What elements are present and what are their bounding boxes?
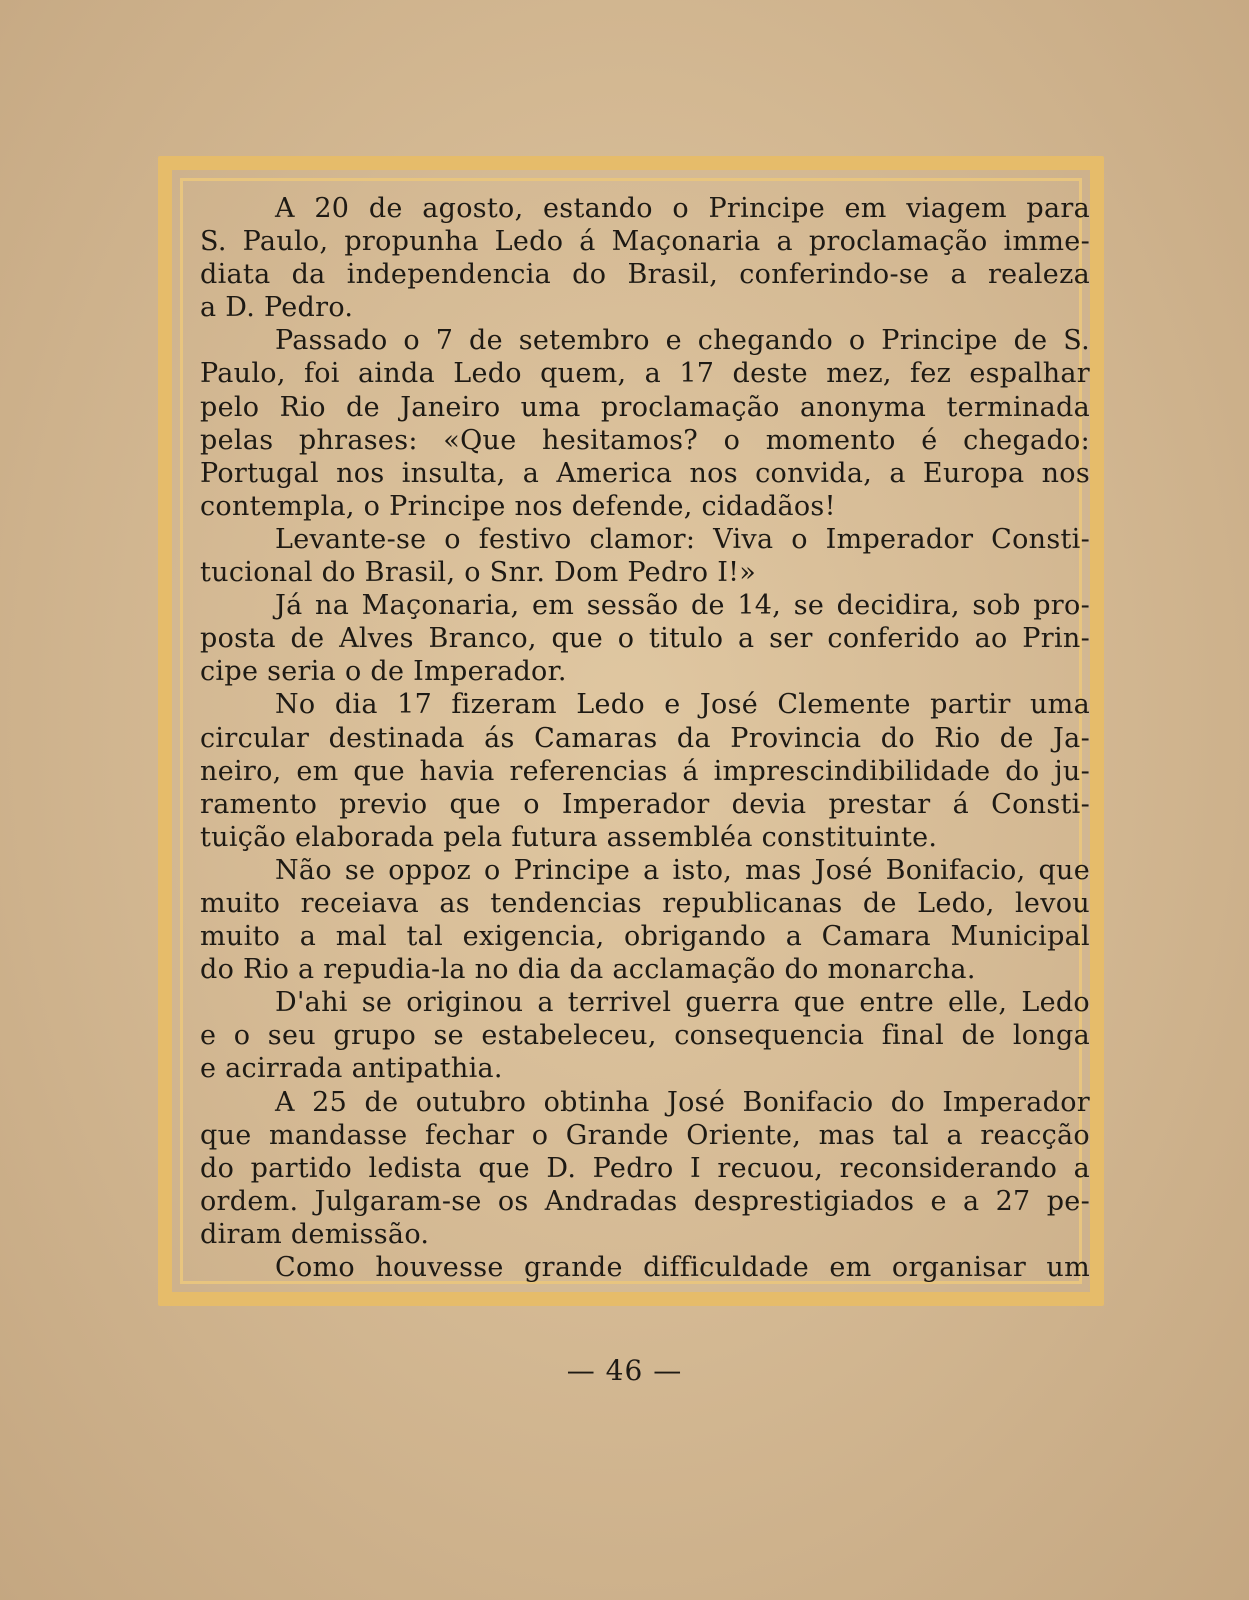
text-line: neiro, em que havia referencias á imprescindibilidade do ju- [200,755,1090,787]
text-line: pelo Rio de Janeiro uma proclamação anonyma terminada [200,391,1090,423]
text-line: do partido ledista que D. Pedro I recuou, reconsiderando a [200,1152,1090,1184]
text-line: Passado o 7 de setembro e chegando o Principe de S. [275,325,1090,357]
text-line: tucional do Brasil, o Snr. Dom Pedro I!» [200,557,757,589]
text-line: diram demissão. [200,1218,430,1250]
text-line: Paulo, foi ainda Ledo quem, a 17 deste mez, fez espalhar [200,358,1090,390]
text-line: muito a mal tal exigencia, obrigando a Camara Municipal [200,921,1090,953]
text-line: ramento previo que o Imperador devia prestar á Consti- [200,788,1090,820]
text-line: A 25 de outubro obtinha José Bonifacio do Imperador [275,1086,1090,1118]
text-line: contempla, o Principe nos defende, cidadãos! [200,490,836,522]
text-line: muito receiava as tendencias republicanas de Ledo, levou [200,887,1090,919]
text-line: Portugal nos insulta, a America nos convida, a Europa nos [200,457,1090,489]
text-line: a D. Pedro. [200,292,354,324]
text-line: cipe seria o de Imperador. [200,656,567,688]
text-line: do Rio a repudia-la no dia da acclamação do monarcha. [200,954,976,986]
text-line: D'ahi se originou a terrivel guerra que entre elle, Ledo [275,987,1090,1019]
text-line: diata da independencia do Brasil, conferindo-se a realeza [200,259,1090,291]
text-line: S. Paulo, propunha Ledo á Maçonaria a proclamação imme- [200,226,1090,258]
text-line: circular destinada ás Camaras da Provincia do Rio de Ja- [200,722,1090,754]
text-line: Já na Maçonaria, em sessão de 14, se decidira, sob pro- [275,590,1090,622]
text-line: No dia 17 fizeram Ledo e José Clemente partir uma [275,689,1090,721]
text-line: pelas phrases: «Que hesitamos? o momento é chegado: [200,424,1090,456]
text-line: A 20 de agosto, estando o Principe em viagem para [275,193,1090,224]
text-line: ordem. Julgaram-se os Andradas desprestigiados e a 27 pe- [200,1185,1090,1217]
text-line: Levante-se o festivo clamor: Viva o Imperador Consti- [275,523,1090,555]
text-line: tuição elaborada pela futura assembléa constituinte. [200,821,938,853]
body-text [200,192,1090,1284]
text-line: Como houvesse grande difficuldade em organisar um [275,1252,1090,1283]
text-line: que mandasse fechar o Grande Oriente, mas tal a reacção [200,1119,1090,1151]
text-line: e acirrada antipathia. [200,1053,503,1085]
text-line: posta de Alves Branco, que o titulo a ser conferido ao Prin- [200,623,1090,655]
page-number: — 46 — [566,1354,683,1387]
text-line: Não se oppoz o Principe a isto, mas José Bonifacio, que [275,854,1090,886]
text-line: e o seu grupo se estabeleceu, consequencia final de longa [200,1020,1090,1052]
